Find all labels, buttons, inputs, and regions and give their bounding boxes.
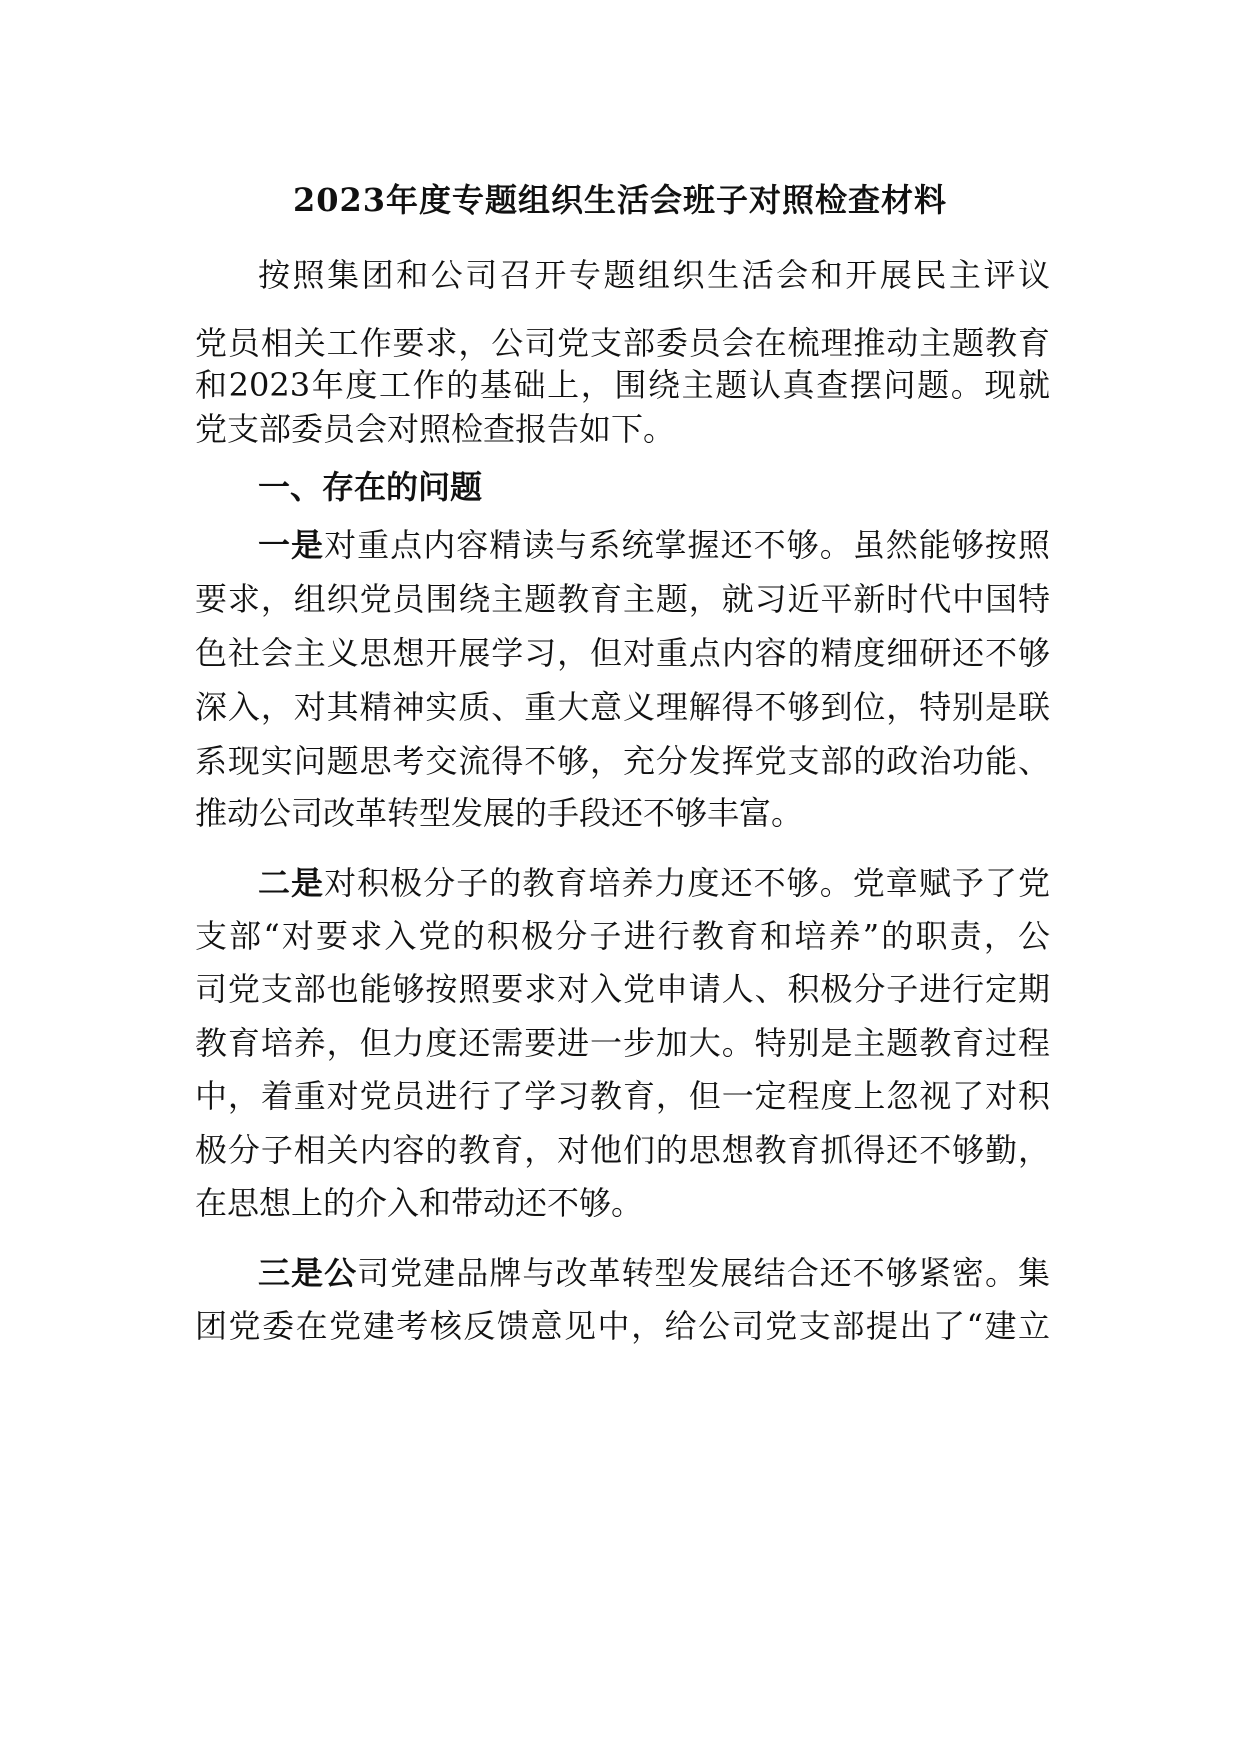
item-first-line <box>258 1252 1050 1294</box>
item-lead: 三是公 <box>258 1254 358 1292</box>
item-line: 色社会主义思想开展学习，但对重点内容的精度细研还不够 <box>195 634 1050 672</box>
item-first-line <box>258 862 1050 904</box>
item-line: 要求，组织党员围绕主题教育主题，就习近平新时代中国特 <box>195 580 1050 618</box>
item-line: 支部“对要求入党的积极分子进行教育和培养”的职责，公 <box>195 917 1050 955</box>
item-lead: 一是 <box>258 526 325 564</box>
item-line: 团党委在党建考核反馈意见中，给公司党支部提出了“建立 <box>195 1307 1050 1345</box>
item-line: 中，着重对党员进行了学习教育，但一定程度上忽视了对积 <box>195 1077 1050 1115</box>
item-line: 系现实问题思考交流得不够，充分发挥党支部的政治功能、 <box>195 742 1050 780</box>
item-line: 教育培养，但力度还需要进一步加大。特别是主题教育过程 <box>195 1024 1050 1062</box>
item-lead: 二是 <box>258 864 325 902</box>
intro-line: 党支部委员会对照检查报告如下。 <box>195 410 676 448</box>
item-line: 极分子相关内容的教育，对他们的思想教育抓得还不够勤， <box>195 1131 1050 1169</box>
item-line: 司党支部也能够按照要求对入党申请人、积极分子进行定期 <box>195 970 1050 1008</box>
item-line: 推动公司改革转型发展的手段还不够丰富。 <box>195 794 804 832</box>
intro-line: 按照集团和公司召开专题组织生活会和开展民主评议 <box>258 256 1050 294</box>
section-heading: 一、存在的问题 <box>258 468 483 506</box>
item-text: 对重点内容精读与系统掌握还不够。虽然能够按照 <box>324 526 1050 564</box>
intro-line: 和2023年度工作的基础上，围绕主题认真查摆问题。现就 <box>195 366 1050 404</box>
item-line: 深入，对其精神实质、重大意义理解得不够到位，特别是联 <box>195 688 1050 726</box>
item-line: 在思想上的介入和带动还不够。 <box>195 1184 644 1222</box>
item-text: 对积极分子的教育培养力度还不够。党章赋予了党 <box>324 864 1050 902</box>
intro-line: 党员相关工作要求，公司党支部委员会在梳理推动主题教育 <box>195 324 1050 362</box>
document-title: 2023年度专题组织生活会班子对照检查材料 <box>292 181 948 219</box>
item-first-line <box>258 524 1050 566</box>
item-text: 司党建品牌与改革转型发展结合还不够紧密。集 <box>357 1254 1050 1292</box>
